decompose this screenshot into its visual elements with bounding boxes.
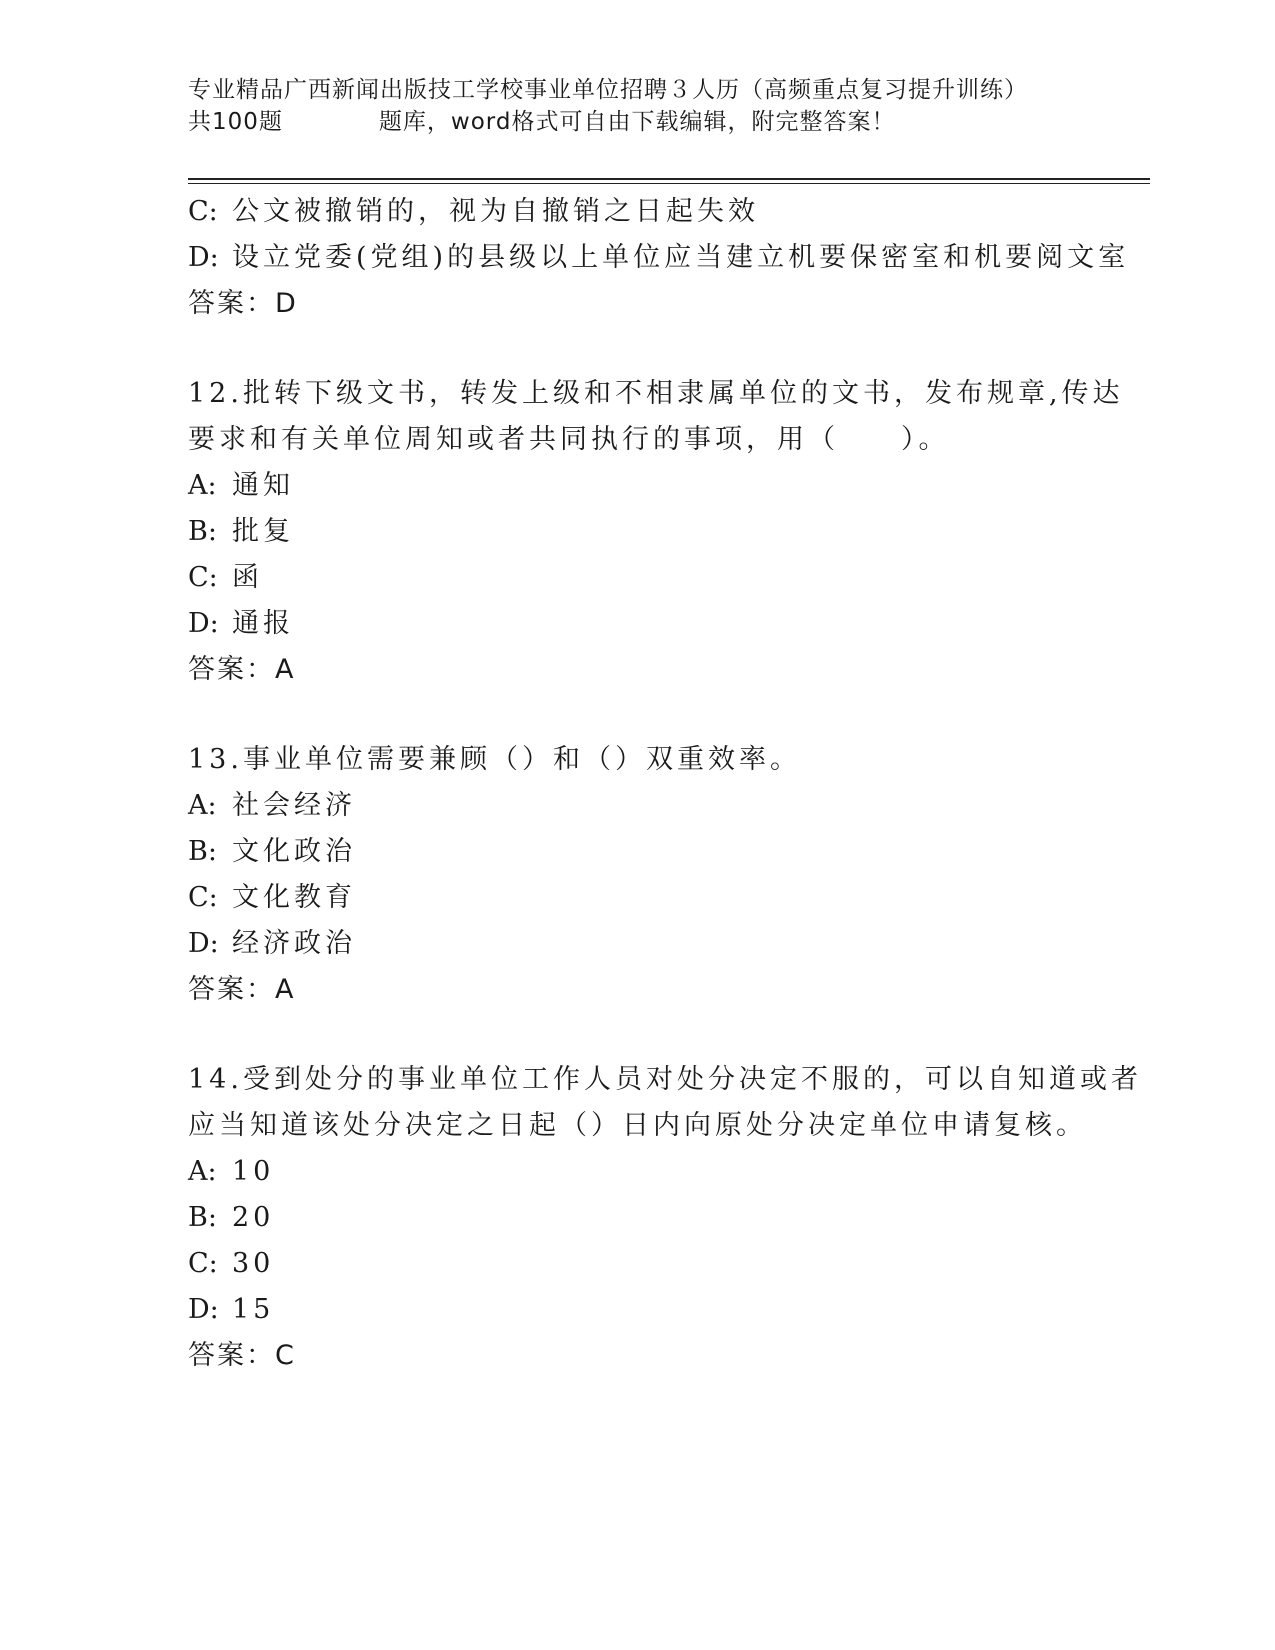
- option-label: A:: [188, 790, 217, 821]
- header-count: 共100题: [188, 109, 283, 135]
- option-label: D:: [188, 928, 219, 959]
- option-label: C:: [188, 882, 218, 913]
- question-12: [188, 371, 1124, 693]
- option-text: 批复: [232, 516, 294, 547]
- option-text: 经济政治: [232, 928, 356, 959]
- option-text: 社会经济: [232, 790, 356, 821]
- option-c: [188, 875, 1088, 921]
- option-d: [188, 1287, 1088, 1333]
- option-text: 函: [232, 562, 263, 593]
- answer-line: 答案：A: [188, 654, 296, 685]
- header-title-line: 专业精品广西新闻出版技工学校事业单位招聘３人历（高频重点复习提升训练）: [188, 77, 1028, 103]
- answer-line: 答案：C: [188, 1340, 296, 1371]
- question-11-continued: [188, 189, 1130, 327]
- option-text: 15: [232, 1294, 275, 1325]
- question-text-continued: 应当知道该处分决定之日起（）日内向原处分决定单位申请复核。: [188, 1110, 1087, 1141]
- option-label: B:: [188, 1202, 217, 1233]
- option-c: [188, 189, 1088, 235]
- option-text: 30: [232, 1248, 275, 1279]
- option-b: [188, 509, 1088, 555]
- option-d: [188, 235, 1130, 281]
- option-label: A:: [188, 470, 217, 501]
- option-a: [188, 463, 1088, 509]
- option-text: 10: [232, 1156, 275, 1187]
- document-header: [188, 74, 1108, 138]
- header-divider-thin: [188, 183, 1150, 184]
- option-c: [188, 555, 1088, 601]
- option-a: [188, 783, 1088, 829]
- option-b: [188, 1195, 1088, 1241]
- question-text-continued: 要求和有关单位周知或者共同执行的事项，用（ ）。: [188, 424, 950, 455]
- option-text: 文化政治: [232, 836, 356, 867]
- option-a: [188, 1149, 1088, 1195]
- option-label: D:: [188, 1294, 219, 1325]
- option-b: [188, 829, 1088, 875]
- question-text: 12.批转下级文书，转发上级和不相隶属单位的文书，发布规章,传达: [188, 378, 1124, 409]
- option-label: D:: [188, 242, 219, 273]
- option-label: C:: [188, 1248, 218, 1279]
- option-label: D:: [188, 608, 219, 639]
- header-subtitle-line: [188, 106, 1108, 138]
- option-text: 通知: [232, 470, 294, 501]
- header-description: 题库，word格式可自由下载编辑，附完整答案！: [378, 109, 896, 135]
- option-text: 公文被撤销的，视为自撤销之日起失效: [232, 196, 759, 227]
- answer-line: 答案：A: [188, 974, 296, 1005]
- option-label: A:: [188, 1156, 217, 1187]
- option-label: C:: [188, 562, 218, 593]
- question-text: 13.事业单位需要兼顾（）和（）双重效率。: [188, 744, 801, 775]
- option-d: [188, 921, 1088, 967]
- option-label: B:: [188, 516, 217, 547]
- option-c: [188, 1241, 1088, 1287]
- option-text: 文化教育: [232, 882, 356, 913]
- question-text: 14.受到处分的事业单位工作人员对处分决定不服的，可以自知道或者: [188, 1064, 1142, 1095]
- answer-line: 答案：D: [188, 288, 298, 319]
- question-13: [188, 737, 1088, 1013]
- option-d: [188, 601, 1088, 647]
- header-divider-thick: [188, 178, 1150, 180]
- document-body: [188, 189, 1142, 1379]
- option-label: B:: [188, 836, 217, 867]
- option-text: 20: [232, 1202, 275, 1233]
- option-text: 设立党委(党组)的县级以上单位应当建立机要保密室和机要阅文室: [232, 242, 1130, 273]
- option-text: 通报: [232, 608, 294, 639]
- question-14: [188, 1057, 1142, 1379]
- option-label: C:: [188, 196, 218, 227]
